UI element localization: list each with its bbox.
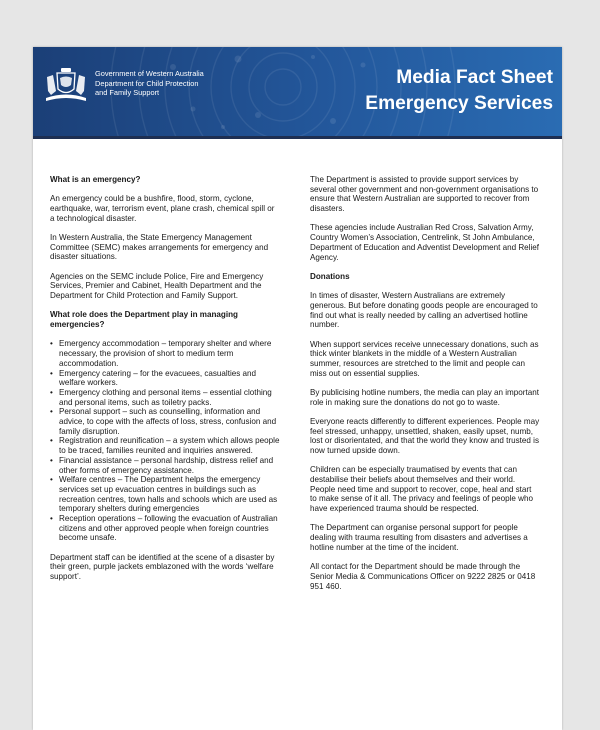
document-page	[33, 47, 562, 730]
list-item: • Emergency accommodation – temporary shelter and where necessary, the provision of short to medium term accommodation.	[50, 339, 280, 368]
list-item: • Reception operations – following the evacuation of Australian citizens and other approved people when foreign countries become unsafe.	[50, 514, 280, 543]
header-banner	[33, 47, 562, 139]
government-department-name	[95, 69, 204, 98]
paragraph: When support services receive unnecessary donations, such as thick winter blankets in the middle of a Western Australian summer, resources are stretched to the limit and people can miss out on essential supplies.	[310, 339, 539, 378]
gov-line-3: and Family Support	[95, 88, 160, 98]
list-item: • Registration and reunification – a system which allows people to be traced, families reunited and inquiries answered.	[50, 436, 280, 455]
government-crest-icon	[43, 65, 89, 107]
paragraph: In times of disaster, Western Australians are extremely generous. But before donating goods people are encouraged to find out what is really needed by calling an advertised hotline number.	[310, 291, 538, 330]
heading-donations: Donations	[310, 271, 350, 281]
list-item: • Emergency clothing and personal items – essential clothing and personal items, such as toiletry packs.	[50, 388, 280, 407]
list-item: • Emergency catering – for the evacuees, casualties and welfare workers.	[50, 369, 280, 388]
list-item: • Welfare centres – The Department helps the emergency services set up evacuation centres in buildings such as recreation centres, town halls and schools which are used as temporary shelters during emergencies	[50, 475, 280, 514]
heading-department-role: What role does the Department play in managing emergencies?	[50, 310, 238, 330]
gov-line-1: Government of Western Australia	[95, 69, 204, 78]
paragraph: Children can be especially traumatised by events that can destabilise their beliefs about themselves and their world. People need time and support to recover, cope, heal and start to make sense of it all. The privacy and feelings of people who have experienced trauma should be respected.	[310, 465, 534, 514]
list-item: • Financial assistance – personal hardship, distress relief and other forms of emergency assistance.	[50, 456, 280, 475]
paragraph: The Department can organise personal support for people dealing with trauma resulting from disasters and advertises a hotline number at the time of the incident.	[310, 523, 528, 552]
gov-line-2: Department for Child Protection	[95, 78, 199, 88]
page-title	[365, 65, 553, 117]
heading-what-is-emergency: What is an emergency?	[50, 175, 141, 184]
title-line-1: Media Fact Sheet	[396, 67, 553, 88]
paragraph: In Western Australia, the State Emergency Management Committee (SEMC) makes arrangements for emergency and disaster situations.	[50, 233, 269, 262]
department-role-list	[50, 339, 280, 543]
right-column	[310, 175, 540, 601]
list-item: • Personal support – such as counselling, information and advice, to cope with the affects of loss, stress, confusion and family disruption.	[50, 407, 280, 436]
paragraph: By publicising hotline numbers, the media can play an important role in making sure the donations do not go to waste.	[310, 387, 540, 407]
paragraph: An emergency could be a bushfire, flood, storm, cyclone, earthquake, war, terrorism event, plane crash, chemical spill or a technological disaster.	[50, 194, 275, 223]
paragraph: Department staff can be identified at the scene of a disaster by their green, purple jackets emblazoned with the words ‘welfare support’.	[50, 552, 275, 582]
banner-divider	[33, 136, 562, 139]
left-column	[50, 175, 280, 591]
contact-paragraph: All contact for the Department should be made through the Senior Media & Communications Officer on 9222 2825 or 0418 951 460.	[310, 562, 536, 591]
paragraph: Everyone reacts differently to different experiences. People may feel stressed, unhappy, unsettled, shaken, easily upset, numb, lost or disorientated, and that the world they know and trusted is now turned upside down.	[310, 416, 540, 456]
paragraph: These agencies include Australian Red Cross, Salvation Army, Country Women’s Association, Centrelink, St John Ambulance, Department of Education and Adventist Development and Relief Agency.	[310, 223, 540, 262]
title-line-2: Emergency Services	[365, 93, 553, 114]
paragraph: Agencies on the SEMC include Police, Fire and Emergency Services, Premier and Cabinet, Health Department and the Department for Child Protection and Family Support.	[50, 271, 264, 301]
paragraph: The Department is assisted to provide support services by several other government and non-government organisations to ensure that Western Australian are supported to recover from disasters.	[310, 175, 539, 214]
